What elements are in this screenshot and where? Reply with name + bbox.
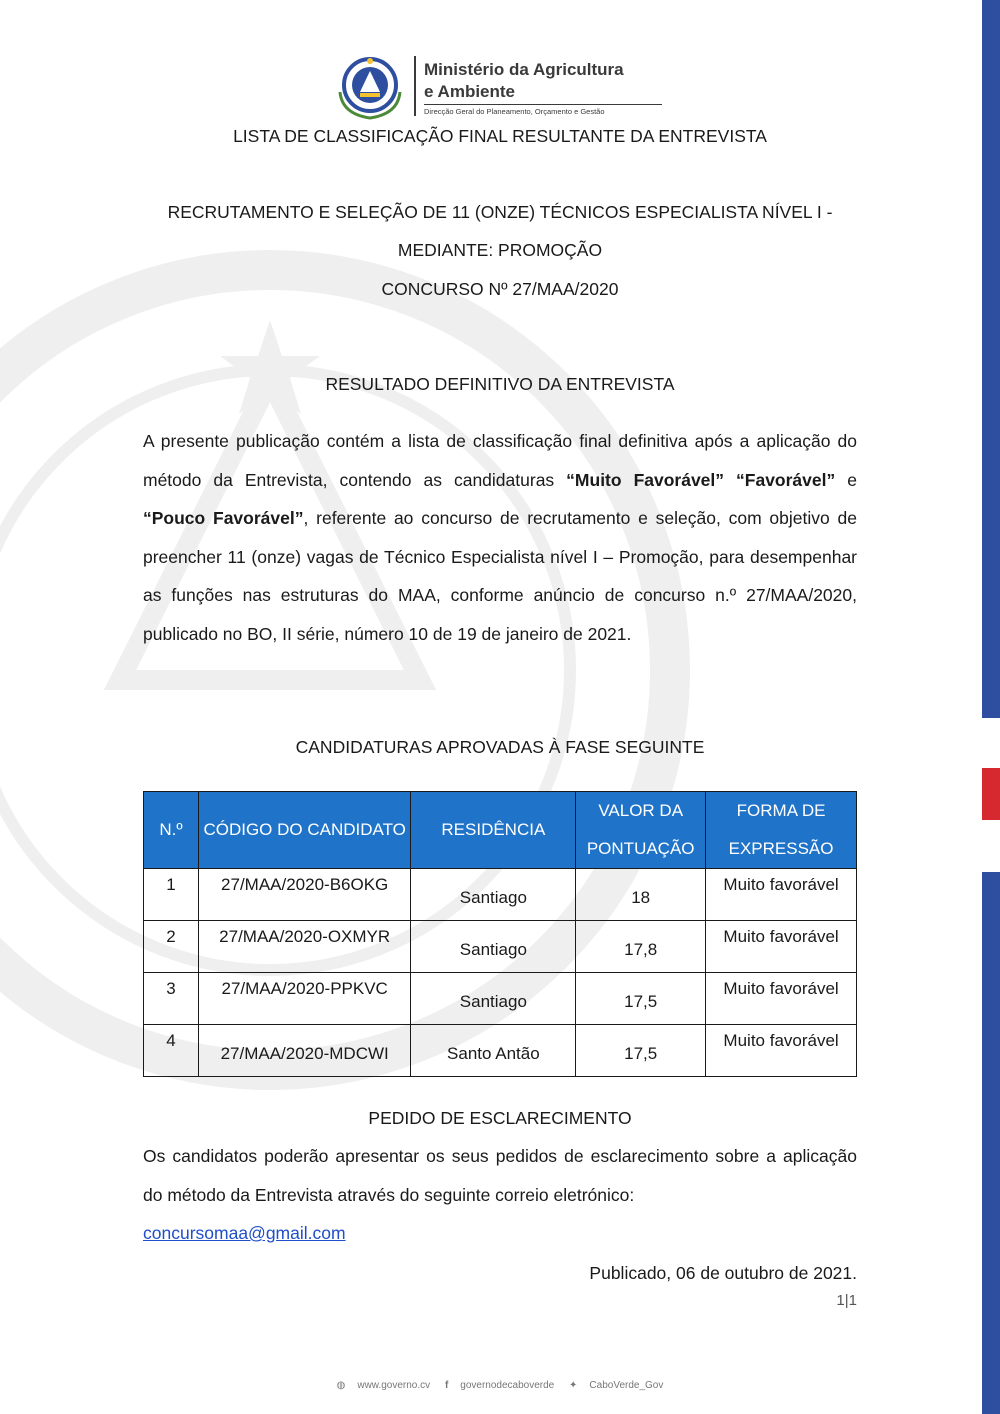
cell-residence: Santiago [411,973,576,1025]
table-row [144,921,857,973]
cell-code: 27/MAA/2020-PPKVC [198,973,411,1025]
cell-expression: Muito favorável [706,921,857,973]
table-row [144,973,857,1025]
cell-expression: Muito favorável [706,1025,857,1077]
results-table [143,791,857,1077]
cell-code: 27/MAA/2020-MDCWI [198,1025,411,1077]
cell-number: 3 [144,973,199,1025]
clarification-paragraph [143,1137,857,1253]
email-link[interactable]: concursomaa@gmail.com [143,1223,346,1243]
cell-expression: Muito favorável [706,973,857,1025]
footer-twitter: CaboVerde_Gov [589,1380,664,1391]
footer-facebook: governodecaboverde [460,1380,555,1391]
intro-paragraph [143,422,857,653]
cell-score: 18 [576,869,706,921]
side-stripe-red [982,768,1000,820]
header-code: CÓDIGO DO CANDIDATO [198,792,411,869]
intro-bold-2: “Pouco Favorável” [143,508,304,528]
ministry-subline: Direcção Geral do Planeamento, Orçamento e Gestão [424,107,605,116]
table-row [144,869,857,921]
page-number: 1|1 [836,1292,857,1309]
ministry-name-line1: Ministério da Agricultura [424,60,624,79]
table-header-row [144,792,857,869]
cell-number: 4 [144,1025,199,1077]
header-residence: RESIDÊNCIA [411,792,576,869]
cell-number: 1 [144,869,199,921]
intro-text-1: A presente publicação contém a lista de classificação final definitiva após a aplicação do método da Entrevista, contendo as candidaturas [143,431,857,490]
header-number: N.º [144,792,199,869]
cell-code: 27/MAA/2020-B6OKG [198,869,411,921]
result-title: RESULTADO DEFINITIVO DA ENTREVISTA [325,374,675,394]
twitter-icon: ✦ [569,1380,578,1391]
side-stripe-blue-top [982,0,1000,718]
cell-expression: Muito favorável [706,869,857,921]
cell-code: 27/MAA/2020-OXMYR [198,921,411,973]
globe-icon: ◍ [336,1380,346,1391]
header-score: VALOR DA PONTUAÇÃO [576,792,706,869]
cell-residence: Santiago [411,869,576,921]
cell-score: 17,8 [576,921,706,973]
table-title: CANDIDATURAS APROVADAS À FASE SEGUINTE [295,737,705,757]
table-row [144,1025,857,1077]
published-date: Publicado, 06 de outubro de 2021. [589,1263,857,1283]
cell-score: 17,5 [576,1025,706,1077]
clarification-text: Os candidatos poderão apresentar os seus pedidos de esclarecimento sobre a aplicação do método da Entrevista através do seguinte correio eletrónico: [143,1146,857,1205]
intro-text-2: e [835,469,857,490]
ministry-name-line2: e Ambiente [424,82,516,101]
recruit-line-2: MEDIANTE: PROMOÇÃO [397,240,603,260]
header-expression: FORMA DE EXPRESSÃO [706,792,857,869]
cell-residence: Santiago [411,921,576,973]
list-title: LISTA DE CLASSIFICAÇÃO FINAL RESULTANTE DA ENTREVISTA [233,126,767,146]
cell-number: 2 [144,921,199,973]
contest-number: CONCURSO Nº 27/MAA/2020 [381,279,619,299]
intro-bold-1: “Muito Favorável” “Favorável” [566,469,836,490]
clarification-title: PEDIDO DE ESCLARECIMENTO [368,1108,632,1128]
coat-of-arms-icon [330,52,410,122]
facebook-icon: f [444,1380,449,1391]
cell-score: 17,5 [576,973,706,1025]
ministry-logo [330,52,670,122]
cell-residence: Santo Antão [411,1025,576,1077]
footer [0,1380,1000,1391]
intro-text-3: , referente ao concurso de recrutamento e seleção, com objetivo de preencher 11 (onze) vagas de Técnico Especialista nível I – Promoção, para desempenhar as funções nas estruturas do MAA, conforme anúncio de concurso n.º 27/MAA/2020, publicado no BO, II série, número 10 de 19 de janeiro de 2021. [143,508,857,644]
logo-underline [424,104,662,105]
footer-website: www.governo.cv [357,1380,431,1391]
side-stripe-blue-bottom [982,872,1000,1414]
recruit-line-1: RECRUTAMENTO E SELEÇÃO DE 11 (ONZE) TÉCNICOS ESPECIALISTA NÍVEL I - [167,202,833,222]
logo-divider [414,56,416,116]
